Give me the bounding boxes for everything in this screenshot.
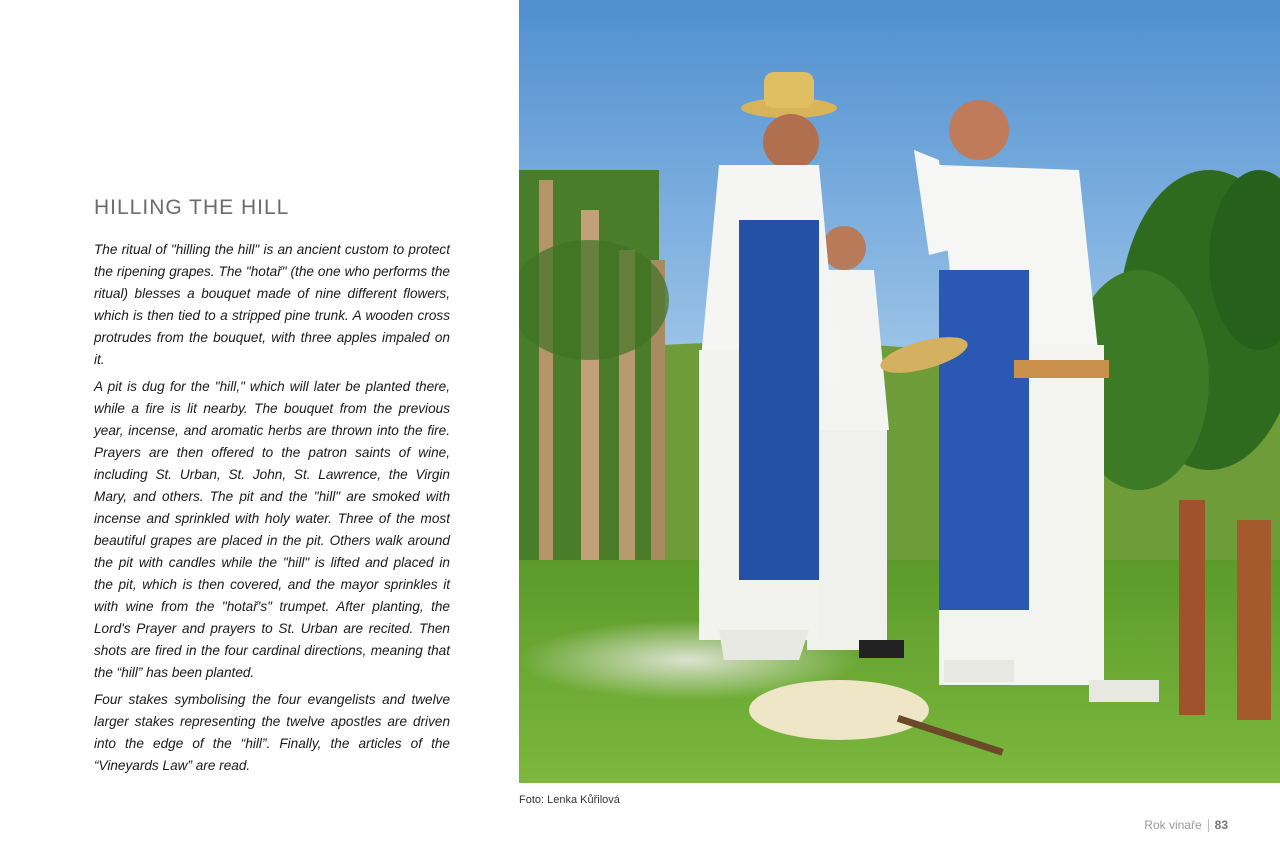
article-paragraph: The ritual of "hilling the hill" is an ancient custom to protect the ripening grapes. The "hotař" (the one who performs the ritual) blesses a bouquet made of nine different flowers, which is then tied to a stripped pine trunk. A wooden cross protrudes from the bouquet, with three apples impaled on it. [94,242,450,367]
page-title: HILLING THE HILL [94,196,290,219]
article-paragraph: Four stakes symbolising the four evangelists and twelve larger stakes representing the twelve apostles are driven into the edge of the “hill”. Finally, the articles of the “Vineyards Law” are read. [94,692,450,773]
book-title: Rok vinaře [1144,818,1202,832]
article-paragraph: A pit is dug for the "hill," which will later be planted there, while a fire is lit nearby. The bouquet from the previous year, incense, and aromatic herbs are thrown into the fire. Prayers are then offered to the patron saints of wine, including St. Urban, St. John, St. Lawrence, the Virgin Mary, and others. The pit and the "hill" are smoked with incense and sprinkled with holy water. Three of the most beautiful grapes are placed in the pit. Others walk around the pit with candles while the "hill" is lifted and placed in the pit, which is then covered, and the mayor sprinkles it with wine from the "hotař's" trumpet. After planting, the Lord's Prayer and prayers to St. Urban are recited. Then shots are fired in the four cardinal directions, meaning that the “hill” has been planted. [94,379,450,680]
footer-divider [1208,819,1209,832]
blue-apron [939,270,1029,610]
ritual-photo [519,0,1280,783]
page-number: 83 [1214,818,1228,832]
article-body [94,239,450,782]
photo-caption: Foto: Lenka Kůřilová [519,794,620,806]
stake [1179,500,1205,715]
blue-apron [739,220,819,580]
stake [1237,520,1271,720]
fire-ash [749,680,929,740]
page-footer [1144,818,1228,832]
